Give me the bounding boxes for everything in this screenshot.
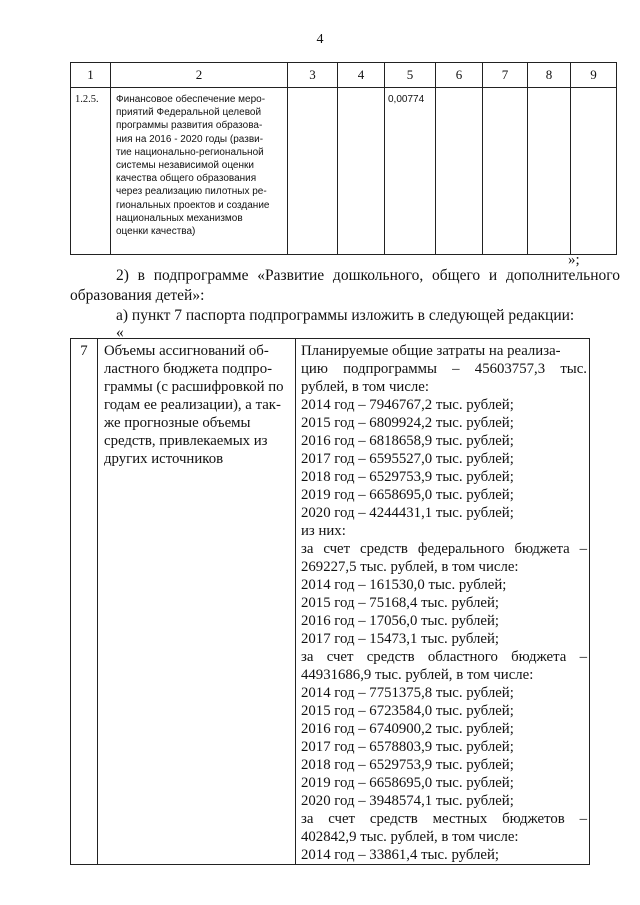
table-cell — [436, 88, 483, 255]
column-header: 7 — [483, 63, 528, 88]
column-header: 6 — [436, 63, 483, 88]
of-them-label: из них: — [301, 523, 346, 539]
program-activities-table — [70, 62, 617, 255]
column-header: 8 — [528, 63, 571, 88]
table-cell — [338, 88, 385, 255]
funding-intro-line: рублей, в том числе: — [301, 379, 429, 395]
activity-name-line: качества общего образования — [116, 173, 257, 185]
amendment-subparagraph: а) пункт 7 паспорта подпрограммы изложить в следующей редакции: — [116, 307, 575, 324]
funding-intro-line: цию подпрограммы – 45603757,3 тыс. — [301, 361, 587, 377]
activity-name-line: оценки качества) — [116, 226, 196, 238]
item-title — [98, 339, 296, 865]
column-header: 1 — [71, 63, 111, 88]
regional-budget-intro: за счет средств областного бюджета – — [301, 649, 587, 665]
column-header: 5 — [385, 63, 436, 88]
federal-year-line: 2016 год – 17056,0 тыс. рублей; — [301, 613, 500, 629]
column-header: 9 — [571, 63, 617, 88]
activity-name-line: программы развития образова- — [116, 120, 263, 132]
total-year-line: 2020 год – 4244431,1 тыс. рублей; — [301, 505, 514, 521]
table-row — [71, 88, 617, 255]
regional-year-line: 2017 год – 6578803,9 тыс. рублей; — [301, 739, 514, 755]
total-year-line: 2018 год – 6529753,9 тыс. рублей; — [301, 469, 514, 485]
activity-name-line: через реализацию пилотных ре- — [116, 186, 267, 198]
item-number: 7 — [71, 339, 98, 865]
activity-name-line: тие национально-региональной — [116, 146, 264, 158]
activity-name-line: национальных механизмов — [116, 212, 243, 224]
total-year-line: 2016 год – 6818658,9 тыс. рублей; — [301, 433, 514, 449]
table-cell — [571, 88, 617, 255]
item-title-line: граммы (с расшифровкой по — [104, 379, 284, 395]
item-title-line: же прогнозные объемы — [104, 415, 251, 431]
federal-budget-intro: за счет средств федерального бюджета – — [301, 541, 587, 557]
column-header: 3 — [288, 63, 338, 88]
federal-year-line: 2014 год – 161530,0 тыс. рублей; — [301, 577, 507, 593]
regional-budget-total: 44931686,9 тыс. рублей, в том числе: — [301, 667, 534, 683]
federal-year-line: 2017 год – 15473,1 тыс. рублей; — [301, 631, 500, 647]
total-year-line: 2014 год – 7946767,2 тыс. рублей; — [301, 397, 514, 413]
funding-details — [296, 339, 590, 865]
regional-year-line: 2015 год – 6723584,0 тыс. рублей; — [301, 703, 514, 719]
federal-year-line: 2015 год – 75168,4 тыс. рублей; — [301, 595, 500, 611]
passport-table — [70, 338, 590, 865]
funding-intro-line: Планируемые общие затраты на реализа- — [301, 343, 561, 359]
activity-name-line: Финансовое обеспечение меро- — [116, 94, 266, 105]
table-cell — [288, 88, 338, 255]
column-header: 2 — [111, 63, 288, 88]
regional-year-line: 2014 год – 7751375,8 тыс. рублей; — [301, 685, 514, 701]
page-number: 4 — [316, 32, 324, 47]
item-title-line: других источников — [104, 451, 224, 467]
column-header: 4 — [338, 63, 385, 88]
activity-name — [111, 88, 288, 255]
local-budget-intro: за счет средств местных бюджетов – — [301, 811, 587, 827]
table-cell-value: 0,00774 — [385, 88, 436, 255]
activity-name-line: системы независимой оценки — [116, 160, 254, 172]
amendment-paragraph: 2) в подпрограмме «Развитие дошкольного, общего и дополнительного образования детей»: — [70, 267, 620, 304]
row-number: 1.2.5. — [71, 88, 111, 255]
local-year-line: 2014 год – 33861,4 тыс. рублей; — [301, 847, 500, 863]
activity-name-line: приятий Федеральной целевой — [116, 107, 262, 119]
total-year-line: 2017 год – 6595527,0 тыс. рублей; — [301, 451, 514, 467]
regional-year-line: 2018 год – 6529753,9 тыс. рублей; — [301, 757, 514, 773]
regional-year-line: 2020 год – 3948574,1 тыс. рублей; — [301, 793, 514, 809]
local-budget-total: 402842,9 тыс. рублей, в том числе: — [301, 829, 519, 845]
item-title-line: средств, привлекаемых из — [104, 433, 268, 449]
table-cell — [483, 88, 528, 255]
total-year-line: 2019 год – 6658695,0 тыс. рублей; — [301, 487, 514, 503]
opening-quote: « — [116, 324, 124, 341]
regional-year-line: 2016 год – 6740900,2 тыс. рублей; — [301, 721, 514, 737]
table-cell — [528, 88, 571, 255]
total-year-line: 2015 год – 6809924,2 тыс. рублей; — [301, 415, 514, 431]
regional-year-line: 2019 год – 6658695,0 тыс. рублей; — [301, 775, 514, 791]
activity-name-line: ния на 2016 - 2020 годы (разви- — [116, 133, 264, 145]
item-title-line: ластного бюджета подпро- — [104, 361, 273, 377]
item-title-line: Объемы ассигнований об- — [104, 343, 269, 359]
activity-name-line: гиональных проектов и создание — [116, 199, 270, 211]
table-header-row — [71, 63, 617, 88]
table-row — [71, 339, 590, 865]
closing-quote: »; — [568, 252, 580, 268]
federal-budget-total: 269227,5 тыс. рублей, в том числе: — [301, 559, 519, 575]
item-title-line: годам ее реализации), а так- — [104, 397, 281, 413]
